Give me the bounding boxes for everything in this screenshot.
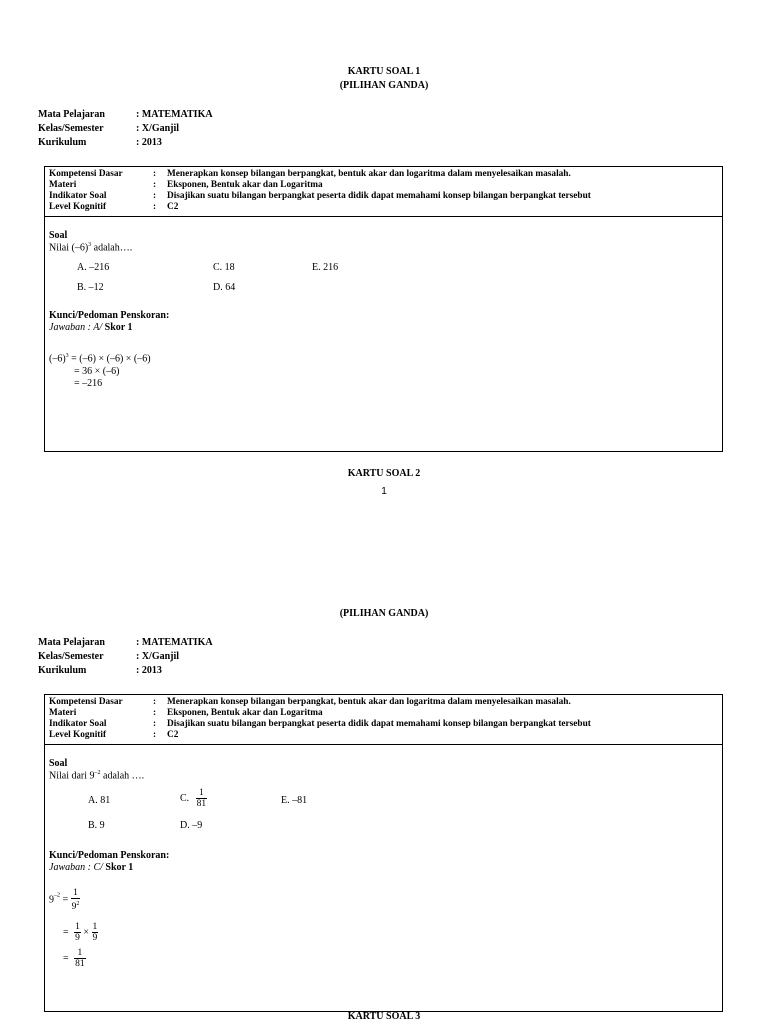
jawaban-line: Jawaban : C/ Skor 1 (49, 862, 134, 873)
work-fraction-3: $\frac{1}{81}$ (75, 948, 85, 969)
card2-subtitle: (PILIHAN GANDA) (339, 608, 429, 619)
work-line-1: $9^{-2}$ = $\frac{1}{9^2}$ (49, 888, 80, 913)
card1-meta (38, 108, 213, 150)
soal-label: Soal (49, 758, 68, 769)
kunci-label: Kunci/Pedoman Penskoran: (49, 850, 170, 861)
work-line-3: = $\frac{1}{81}$ (63, 948, 85, 969)
page-number: 1 (381, 486, 387, 497)
head-row-kd: Kompetensi Dasar : Menerapkan konsep bilangan berpangkat, bentuk akar dan logaritma dalam menyelesaikan masalah. (49, 169, 571, 179)
meta-row-class: Kelas/Semester : X/Ganjil (38, 651, 180, 662)
work-line-3: = –216 (74, 378, 103, 389)
option-c[interactable]: C. 18 (213, 262, 235, 273)
head-row-indikator: Indikator Soal : Disajikan suatu bilangan berpangkat peserta didik dapat memahami konsep bilangan berpangkat tersebut (49, 719, 591, 729)
head-row-level: Level Kognitif : C2 (49, 730, 179, 740)
option-b[interactable]: B. –12 (77, 282, 104, 293)
head-row-indikator: Indikator Soal : Disajikan suatu bilangan berpangkat peserta didik dapat memahami konsep bilangan berpangkat tersebut (49, 191, 591, 201)
option-c-fraction: $\frac{1}{81}$ (196, 788, 207, 809)
card1-box (44, 166, 723, 452)
option-c[interactable]: C. $\frac{1}{81}$ (180, 788, 207, 809)
card2-title: KARTU SOAL 2 (347, 468, 421, 479)
head-row-materi: Materi : Eksponen, Bentuk akar dan Logaritma (49, 180, 323, 190)
head-row-materi: Materi : Eksponen, Bentuk akar dan Logaritma (49, 708, 323, 718)
soal-label: Soal (49, 230, 68, 241)
meta-row-class: Kelas/Semester : X/Ganjil (38, 123, 180, 134)
option-a[interactable]: A. 81 (88, 795, 111, 806)
card2-head (45, 695, 722, 745)
card3-title: KARTU SOAL 3 (347, 1011, 421, 1022)
meta-row-subject: Mata Pelajaran : MATEMATIKA (38, 109, 213, 120)
meta-row-curriculum: Kurikulum : 2013 (38, 137, 162, 148)
option-b[interactable]: B. 9 (88, 820, 105, 831)
work-fraction-2a: $\frac{1}{9}$ (75, 922, 80, 943)
head-row-kd: Kompetensi Dasar : Menerapkan konsep bilangan berpangkat, bentuk akar dan logaritma dalam menyelesaikan masalah. (49, 697, 571, 707)
question-text: Nilai dari $9^{-2}$ adalah …. (49, 770, 145, 782)
card2-box (44, 694, 723, 1012)
option-e[interactable]: E. –81 (281, 795, 308, 806)
option-d[interactable]: D. –9 (180, 820, 203, 831)
meta-row-curriculum: Kurikulum : 2013 (38, 665, 162, 676)
work-line-2: = 36 × (–6) (74, 366, 120, 377)
work-line-1: $(-6)^3 = (-6) \times (-6) \times (-6)$ (49, 353, 151, 365)
work-line-2: = $\frac{1}{9}$ × $\frac{1}{9}$ (63, 922, 98, 943)
card1-title: KARTU SOAL 1 (347, 66, 421, 77)
card1-head (45, 167, 722, 217)
card2-meta (38, 636, 213, 678)
option-a[interactable]: A. –216 (77, 262, 110, 273)
option-e[interactable]: E. 216 (312, 262, 339, 273)
question-text: Nilai $(-6)^3$ adalah…. (49, 242, 133, 254)
work-fraction-1: $\frac{1}{9^2}$ (71, 888, 80, 913)
head-row-level: Level Kognitif : C2 (49, 202, 179, 212)
work-fraction-2b: $\frac{1}{9}$ (92, 922, 98, 943)
card1-subtitle: (PILIHAN GANDA) (339, 80, 429, 91)
option-d[interactable]: D. 64 (213, 282, 236, 293)
jawaban-line: Jawaban : A/ Skor 1 (49, 322, 133, 333)
kunci-label: Kunci/Pedoman Penskoran: (49, 310, 170, 321)
meta-row-subject: Mata Pelajaran : MATEMATIKA (38, 637, 213, 648)
